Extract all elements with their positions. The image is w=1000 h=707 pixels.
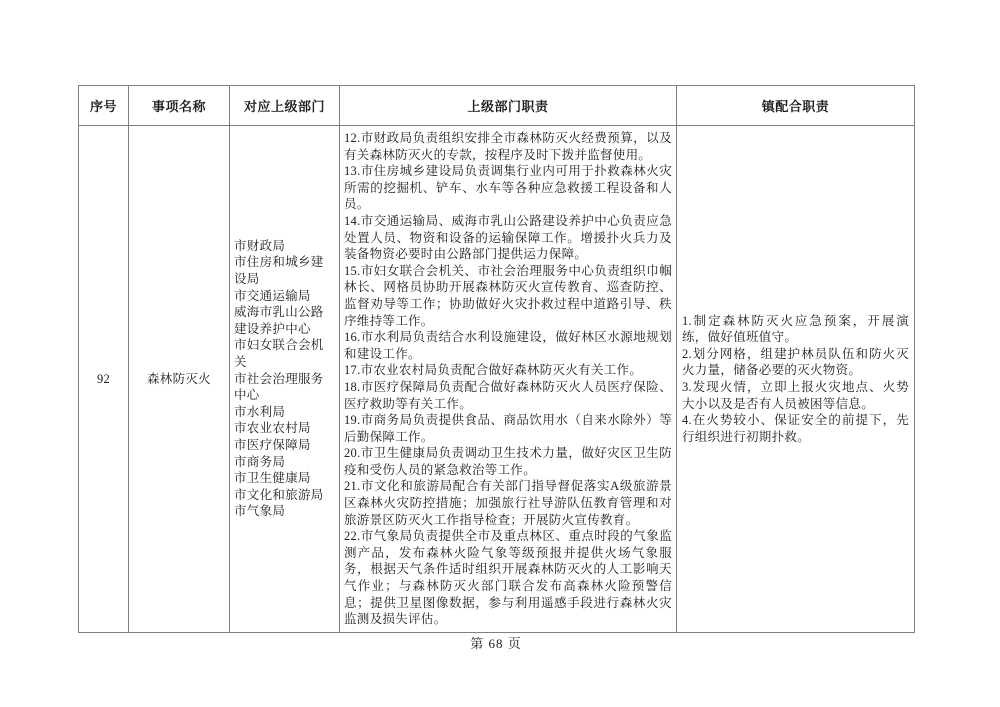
superior-duty-item: 12.市财政局负责组织安排全市森林防灭火经费预算，以及有关森林防灭火的专款，按程序及时下拨并监督使用。 bbox=[344, 131, 672, 162]
department-item: 市住房和城乡建设局 bbox=[234, 255, 324, 287]
department-item: 市财政局 bbox=[234, 238, 286, 253]
department-item: 市妇女联合会机关 bbox=[234, 338, 324, 370]
department-item: 市气象局 bbox=[234, 504, 286, 519]
superior-duty-item: 15.市妇女联合会机关、市社会治理服务中心负责组织巾帼林长、网格员协助开展森林防灭火宣传教育、巡查防控、监督劝导等工作；协助做好火灾扑救过程中道路引导、秩序维持等工作。 bbox=[344, 263, 672, 328]
header-superior-duties: 上级部门职责 bbox=[340, 86, 677, 126]
department-item: 市医疗保障局 bbox=[234, 437, 311, 452]
department-item: 市农业农村局 bbox=[234, 421, 311, 436]
cell-superior-departments bbox=[230, 126, 340, 633]
page-number: 第 68 页 bbox=[470, 636, 522, 651]
superior-duty-item: 21.市文化和旅游局配合有关部门指导督促落实A级旅游景区森林火灾防控措施；加强旅行社导游队伍教育管理和对旅游景区防灭火工作指导检查；开展防火宣传教育。 bbox=[344, 479, 672, 527]
superior-duty-item: 17.市农业农村局负责配合做好森林防灭火有关工作。 bbox=[344, 363, 643, 378]
cell-item-name: 森林防灭火 bbox=[129, 126, 230, 633]
department-item: 市交通运输局 bbox=[234, 288, 311, 303]
cell-seq-number: 92 bbox=[79, 126, 129, 633]
town-duty-item: 4.在火势较小、保证安全的前提下，先行组织进行初期扑救。 bbox=[682, 413, 909, 444]
superior-duty-item: 20.市卫生健康局负责调动卫生技术力量，做好灾区卫生防疫和受伤人员的紧急救治等工作。 bbox=[344, 446, 672, 477]
department-item: 市商务局 bbox=[234, 454, 286, 469]
cell-superior-duties bbox=[340, 126, 677, 633]
header-town-duties: 镇配合职责 bbox=[677, 86, 915, 126]
table-header-row bbox=[79, 86, 915, 126]
town-duty-item: 1.制定森林防灭火应急预案，开展演练，做好值班值守。 bbox=[682, 313, 909, 345]
department-item: 市卫生健康局 bbox=[234, 471, 311, 486]
table-row bbox=[79, 126, 915, 633]
cell-town-duties bbox=[677, 126, 915, 633]
department-item: 市社会治理服务中心 bbox=[234, 371, 324, 403]
responsibility-table bbox=[78, 85, 915, 633]
department-item: 市文化和旅游局 bbox=[234, 487, 324, 502]
department-item: 威海市乳山公路建设养护中心 bbox=[234, 305, 324, 336]
superior-duty-item: 14.市交通运输局、威海市乳山公路建设养护中心负责应急处置人员、物资和设备的运输保障工作。增援扑火兵力及装备物资必要时由公路部门提供运力保障。 bbox=[344, 213, 672, 262]
header-seq-number: 序号 bbox=[79, 86, 129, 126]
department-list bbox=[234, 238, 335, 520]
town-duty-list bbox=[682, 313, 909, 446]
superior-duty-item: 13.市住房城乡建设局负责调集行业内可用于扑救森林火灾所需的挖掘机、铲车、水车等各种应急救援工程设备和人员。 bbox=[344, 164, 672, 212]
superior-duty-item: 22.市气象局负责提供全市及重点林区、重点时段的气象监测产品，发布森林火险气象等级预报并提供火场气象服务，根据天气条件适时组织开展森林防灭火的人工影响天气作业；与森林防灭火部门联合发布高森林火险预警信息；提供卫星图像数据，参与利用遥感手段进行森林火灾监测及损失评估。 bbox=[344, 529, 672, 627]
superior-duty-item: 16.市水利局负责结合水利设施建设，做好林区水源地规划和建设工作。 bbox=[344, 330, 672, 361]
superior-duty-item: 19.市商务局负责提供食品、商品饮用水（自来水除外）等后勤保障工作。 bbox=[344, 413, 672, 444]
town-duty-item: 2.划分网格，组建护林员队伍和防火灭火力量，储备必要的灭火物资。 bbox=[682, 346, 909, 378]
department-item: 市水利局 bbox=[234, 404, 286, 419]
town-duty-item: 3.发现火情，立即上报火灾地点、火势大小以及是否有人员被困等信息。 bbox=[682, 379, 909, 411]
superior-duty-item: 18.市医疗保障局负责配合做好森林防灭火人员医疗保险、医疗救助等有关工作。 bbox=[344, 379, 672, 411]
header-superior-departments: 对应上级部门 bbox=[230, 86, 340, 126]
header-item-name: 事项名称 bbox=[129, 86, 230, 126]
superior-duty-list bbox=[344, 130, 672, 628]
